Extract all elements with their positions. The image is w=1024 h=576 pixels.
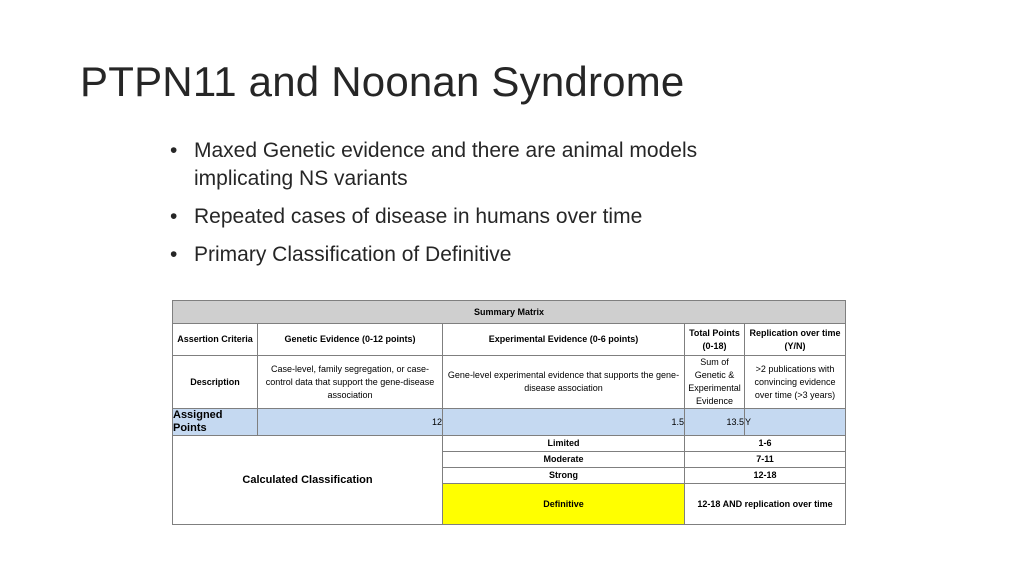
classification-range: 7-11	[685, 452, 846, 468]
classification-name: Moderate	[443, 452, 685, 468]
bullet-icon: •	[170, 243, 178, 266]
description-label: Description	[173, 356, 258, 409]
bullet-text: Maxed Genetic evidence and there are animal models implicating NS variants	[194, 139, 698, 190]
bullet-item	[170, 203, 790, 231]
total-points-value: 13.5	[685, 409, 745, 436]
assigned-points-label: Assigned Points	[173, 409, 258, 436]
slide-title: PTPN11 and Noonan Syndrome	[80, 58, 685, 105]
total-description: Sum of Genetic & Experimental Evidence	[685, 356, 745, 409]
replication-value: Y	[745, 409, 846, 436]
classification-range: 12-18 AND replication over time	[685, 484, 846, 525]
bullet-item	[170, 137, 790, 193]
bullet-item	[170, 241, 790, 269]
bullet-icon: •	[170, 139, 178, 162]
experimental-description: Gene-level experimental evidence that supports the gene-disease association	[443, 356, 685, 409]
genetic-description: Case-level, family segregation, or case-control data that support the gene-disease association	[258, 356, 443, 409]
bullet-text: Repeated cases of disease in humans over time	[194, 205, 643, 228]
bullet-text: Primary Classification of Definitive	[194, 243, 512, 266]
assertion-criteria-header: Assertion Criteria	[173, 324, 258, 356]
classification-range: 12-18	[685, 468, 846, 484]
bullet-icon: •	[170, 205, 178, 228]
experimental-evidence-header: Experimental Evidence (0-6 points)	[443, 324, 685, 356]
replication-header: Replication over time (Y/N)	[745, 324, 846, 356]
classification-range: 1-6	[685, 436, 846, 452]
matrix-title-row	[173, 301, 846, 324]
replication-description: >2 publications with convincing evidence over time (>3 years)	[745, 356, 846, 409]
experimental-points-value: 1.5	[443, 409, 685, 436]
summary-matrix-table	[172, 300, 846, 525]
classification-name: Strong	[443, 468, 685, 484]
classification-name: Limited	[443, 436, 685, 452]
classification-row	[173, 436, 846, 452]
total-points-header: Total Points (0-18)	[685, 324, 745, 356]
calculated-classification-label: Calculated Classification	[173, 436, 443, 525]
description-row	[173, 356, 846, 409]
bullet-list	[170, 137, 790, 279]
criteria-row	[173, 324, 846, 356]
matrix-title: Summary Matrix	[173, 301, 846, 324]
assigned-points-row	[173, 409, 846, 436]
genetic-evidence-header: Genetic Evidence (0-12 points)	[258, 324, 443, 356]
genetic-points-value: 12	[258, 409, 443, 436]
classification-name-definitive: Definitive	[443, 484, 685, 525]
